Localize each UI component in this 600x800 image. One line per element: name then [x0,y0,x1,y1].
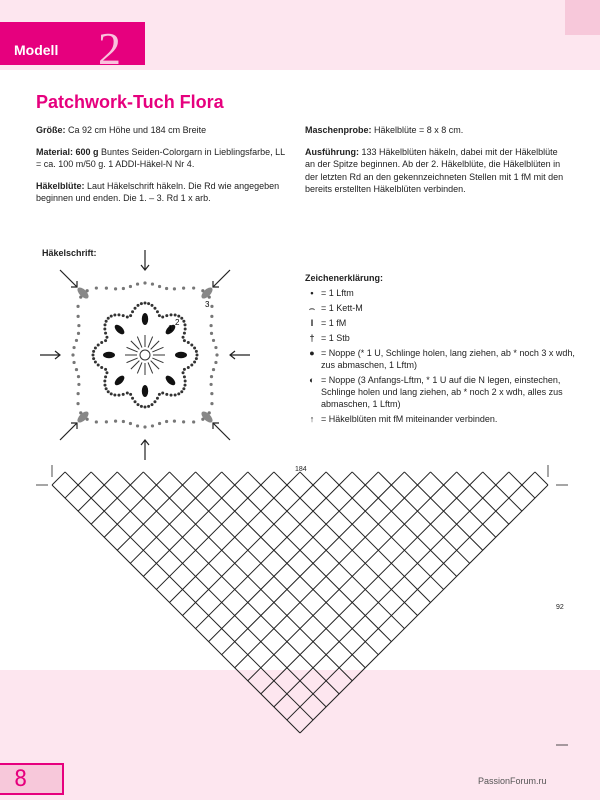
legend-item [305,302,575,314]
header-corner-block [565,0,600,35]
legend-item [305,287,575,299]
chain-dot [182,387,185,390]
lattice-line [326,472,339,485]
legend-item [305,317,575,329]
join-arrow-icon: ↑ [309,414,315,424]
chain-dot [184,323,187,326]
chain-dot [184,384,187,387]
chain-dot [77,392,80,395]
legend-title: Zeichenerklärung: [305,273,384,283]
chain-dot [134,400,137,403]
legend-text: = Noppe (3 Anfangs-Lftm, * 1 U auf die N legen, einstechen, Schlinge holen und lang ziehen, ab * noch 2 x wdh, alles zus abmaschen, 1 Lftm) [321,375,563,409]
chain-dot [77,324,80,327]
chain-dot [140,302,143,305]
chain-dot [187,366,190,369]
lattice-line [300,485,548,733]
chain-dot [143,425,146,428]
chain-dot [136,282,139,285]
chain-dot [129,285,132,288]
stitch-line [148,362,153,373]
lattice-line [444,472,457,485]
chain-dot [75,368,78,371]
chain-dot [165,420,168,423]
lattice-line [261,485,405,629]
chain-dot [105,420,108,423]
lattice-line [313,485,430,602]
chain-dot [137,304,140,307]
lattice-line [235,472,248,485]
diagram-title: Häkelschrift: [42,248,97,258]
chain-dot [103,384,106,387]
stitch-line [127,358,138,363]
chain-dot [210,402,213,405]
lattice-line [457,472,470,485]
bobble-mark [113,374,126,387]
lattice-line [300,472,313,485]
lattice-line [156,472,169,485]
size-label: Größe: [36,125,66,135]
stitch-line [127,347,138,352]
stitch-line [137,337,142,348]
chain-dot [105,336,108,339]
chain-dot [104,375,107,378]
chain-dot [193,360,196,363]
chain-dot [193,347,196,350]
chain-dot [117,313,120,316]
lattice-line [509,472,522,485]
lattice-line [417,485,482,550]
chain-dot [92,350,95,353]
chain-dot [134,307,137,310]
double-crochet-icon: † [309,333,315,343]
chain-dot [153,400,156,403]
lattice-line [248,485,444,681]
chain-dot [114,419,117,422]
chain-dot [182,371,185,374]
page-number-box [0,763,64,795]
round-label-2: 2 [175,318,180,327]
gauge-text: Häkelblüte = 8 x 8 cm. [371,125,464,135]
chain-dot [165,393,168,396]
lattice-line [65,472,78,485]
bobble-mark [200,286,215,301]
lattice-line [391,472,404,485]
bobble-mark [142,385,148,397]
chain-dot [92,357,95,360]
chain-dot [147,405,150,408]
stitch-line [131,341,139,349]
legend-text: = 1 Stb [321,333,350,343]
chain-dot [77,375,80,378]
lattice-line [522,485,535,498]
lattice-line [143,472,156,485]
crochet-diagram [30,245,270,465]
chain-dot [122,420,125,423]
chain-dot [210,315,213,318]
chain-dot [210,392,213,395]
round-label-1: 1 [168,324,173,333]
chain-dot [131,310,134,313]
chain-dot [97,344,100,347]
chain-dot [158,422,161,425]
bobble-mark [103,352,115,358]
lattice-line [496,472,509,485]
chain-icon: • [310,288,314,298]
chain-dot [182,320,185,323]
chain-dot [182,287,185,290]
lattice-line [209,472,222,485]
chain-dot [104,332,107,335]
stitch-line [148,337,153,348]
bobble-mark [76,410,91,425]
chain-dot [97,363,100,366]
chain-dot [77,332,80,335]
lattice-line [365,485,456,576]
lattice-line [78,472,91,485]
chain-dot [104,339,107,342]
page-number: 8 [14,767,28,792]
chain-dot [105,287,108,290]
chain-dot [150,304,153,307]
lattice-line [196,472,209,485]
chain-dot [156,397,159,400]
chain-dot [103,323,106,326]
bobble-mark [200,410,215,425]
chain-dot [165,314,168,317]
legend-text: = 1 Kett-M [321,303,363,313]
lattice-line [261,472,274,485]
chain-dot [190,344,193,347]
chain-dot [182,420,185,423]
stitch-line [137,362,142,373]
chain-dot [95,286,98,289]
chain-dot [103,380,106,383]
legend-item [305,413,575,425]
stitch-line [131,361,139,369]
chain-dot [174,394,177,397]
lattice-line [104,472,117,485]
chain-dot [151,282,154,285]
chain-dot [173,419,176,422]
model-label: Modell [14,42,59,58]
lattice-line [248,472,261,485]
chain-dot [153,307,156,310]
chain-dot [117,394,120,397]
legend-text: = Noppe (* 1 U, Schlinge holen, lang ziehen, ab * noch 3 x wdh, zus abmaschen, 1 Lftm) [321,348,575,370]
bobble-mark [164,374,177,387]
legend-item [305,347,575,371]
chain-dot [105,371,108,374]
lattice-line [522,472,535,485]
lattice-line [470,472,483,485]
exec-label: Ausführung: [305,146,359,157]
chain-dot [110,315,113,318]
lattice-line [143,485,234,576]
size-text: Ca 92 cm Höhe und 184 cm Breite [65,125,207,135]
lattice-line [52,472,65,485]
chain-dot [147,302,150,305]
chain-dot [195,350,198,353]
chain-dot [107,390,110,393]
chain-dot [212,368,215,371]
chain-dot [144,302,147,305]
chain-dot [129,314,132,317]
chain-dot [71,353,74,356]
lattice-line [483,472,496,485]
chain-dot [170,394,173,397]
legend [305,272,575,428]
legend-item [305,332,575,344]
chain-dot [190,363,193,366]
chain-dot [77,315,80,318]
lattice-line [156,485,352,681]
chain-dot [76,402,79,405]
stitch-line [152,347,163,352]
lattice-line [117,472,130,485]
watermark: PassionForum.ru [478,776,547,786]
chain-dot [195,357,198,360]
lattice-grid [52,472,548,733]
chain-dot [105,387,108,390]
chain-dot [131,397,134,400]
chain-dot [100,366,103,369]
chain-dot [140,405,143,408]
lattice-line [339,472,352,485]
bobble-mark [175,352,187,358]
legend-text: = 1 fM [321,318,347,328]
chain-dot [158,285,161,288]
chain-dot [143,281,146,284]
chain-dot [183,368,186,371]
chain-dot [214,361,217,364]
chain-dot [122,287,125,290]
chain-dot [92,354,95,357]
chain-dot [173,287,176,290]
left-column [36,124,291,214]
height-label: 92 [556,604,564,611]
chain-dot [77,383,80,386]
chain-dot [100,341,103,344]
chain-dot [174,313,177,316]
chain-dot [210,375,213,378]
material-label: Material: 600 g [36,146,99,157]
chain-dot [150,403,153,406]
chain-dot [170,313,173,316]
chain-dot [183,375,186,378]
chain-dot [122,314,125,317]
chain-dot [110,392,113,395]
chain-dot [177,392,180,395]
lattice-line [417,472,430,485]
chain-dot [126,315,129,318]
chain-dot [183,339,186,342]
page-title: Patchwork-Tuch Flora [36,92,224,112]
chain-dot [75,339,78,342]
lattice-line [352,472,365,485]
chain-dot [113,313,116,316]
chain-dot [214,346,217,349]
chain-dot [192,420,195,423]
lattice-line [91,472,104,485]
width-label: 184 [295,466,307,473]
bobble-mark [142,313,148,325]
chain-dot [94,347,97,350]
chain-dot [161,392,164,395]
right-column [305,124,570,205]
chain-dot [165,287,168,290]
chain-dot [107,317,110,320]
bobble-mark [113,323,126,336]
chain-dot [187,341,190,344]
lattice-line [535,472,548,485]
lattice-line [222,472,235,485]
bobble-mark [76,286,91,301]
chain-dot [180,390,183,393]
chain-dot [161,315,164,318]
lattice-line [378,472,391,485]
chain-dot [184,327,187,330]
round-label-3: 3 [205,300,210,309]
chain-dot [209,324,212,327]
chain-dot [129,422,132,425]
chain-dot [192,286,195,289]
chain-dot [103,327,106,330]
bloom-text: Laut Häkelschrift häkeln. Die Rd wie angegeben beginnen und enden. Die 1. – 3. Rd 1 x arb. [36,180,280,203]
lattice-line [169,472,182,485]
chain-dot [180,317,183,320]
shawl-schematic [0,455,600,755]
single-crochet-icon: I [310,318,314,328]
chain-dot [126,392,129,395]
lattice-line [274,472,287,485]
lattice-line [313,472,326,485]
chain-dot [151,424,154,427]
chain-dot [215,353,218,356]
chain-dot [122,393,125,396]
stitch-line [151,361,159,369]
chain-dot [184,380,187,383]
chain-dot [144,406,147,409]
lattice-line [209,485,379,655]
chain-dot [76,305,79,308]
lattice-line [196,485,340,629]
stitch-line [152,358,163,363]
bloom-label: Häkelblüte: [36,180,85,191]
lattice-line [183,472,196,485]
chain-dot [196,354,199,357]
lattice-line [287,472,300,485]
lattice-line [169,485,286,602]
gauge-paragraph [305,124,570,137]
legend-text: = 1 Lftm [321,288,354,298]
lattice-line [117,485,182,550]
size-paragraph [36,124,291,137]
lattice-line [365,472,378,485]
material-paragraph [36,146,291,171]
slip-stitch-icon: ⌢ [309,303,315,313]
chain-dot [183,332,186,335]
model-number: 2 [98,23,121,74]
chain-dot [210,332,213,335]
chain-dot [182,336,185,339]
chain-dot [156,310,159,313]
chain-dot [137,403,140,406]
chain-dot [212,339,215,342]
stitch-line [151,341,159,349]
chain-dot [136,424,139,427]
gauge-label: Maschenprobe: [305,125,372,135]
chain-dot [72,346,75,349]
chain-dot [104,368,107,371]
lattice-line [130,472,143,485]
chain-dot [210,305,213,308]
exec-text: 133 Häkelblüten häkeln, dabei mit der Häkelblüte an der Spitze beginnen. Ab der 2. Häkelblüte, die Häkelblüten in der letzten Rd an den gekennzeichneten Stellen mit 1 fM mit den bereits erstellten Häkelblüten verbinden. [305,146,564,194]
lattice-line [404,472,417,485]
chain-dot [158,314,161,317]
material-text: Buntes Seiden-Colorgarn in Lieblingsfarbe, LL = ca. 100 m/50 g. 1 ADDI-Häkel-N Nr 4. [36,146,285,169]
model-tab [0,22,145,74]
lattice-line [52,485,300,733]
chain-dot [114,287,117,290]
legend-text: = Häkelblüten mit fM miteinander verbinden. [321,414,498,424]
motif-group [71,281,218,428]
center-ring [140,350,150,360]
chain-dot [113,394,116,397]
chain-dot [95,420,98,423]
chain-dot [129,393,132,396]
chain-dot [158,393,161,396]
chain-dot [209,383,212,386]
start-bobble-icon: ◐ [309,375,315,385]
lattice-line [65,485,78,498]
bobble-icon: ● [309,348,315,358]
legend-item [305,374,575,410]
chain-dot [105,320,108,323]
bloom-paragraph [36,180,291,205]
chain-dot [94,360,97,363]
lattice-line [431,472,444,485]
lattice-line [222,485,392,655]
chain-dot [72,361,75,364]
exec-paragraph [305,146,570,196]
